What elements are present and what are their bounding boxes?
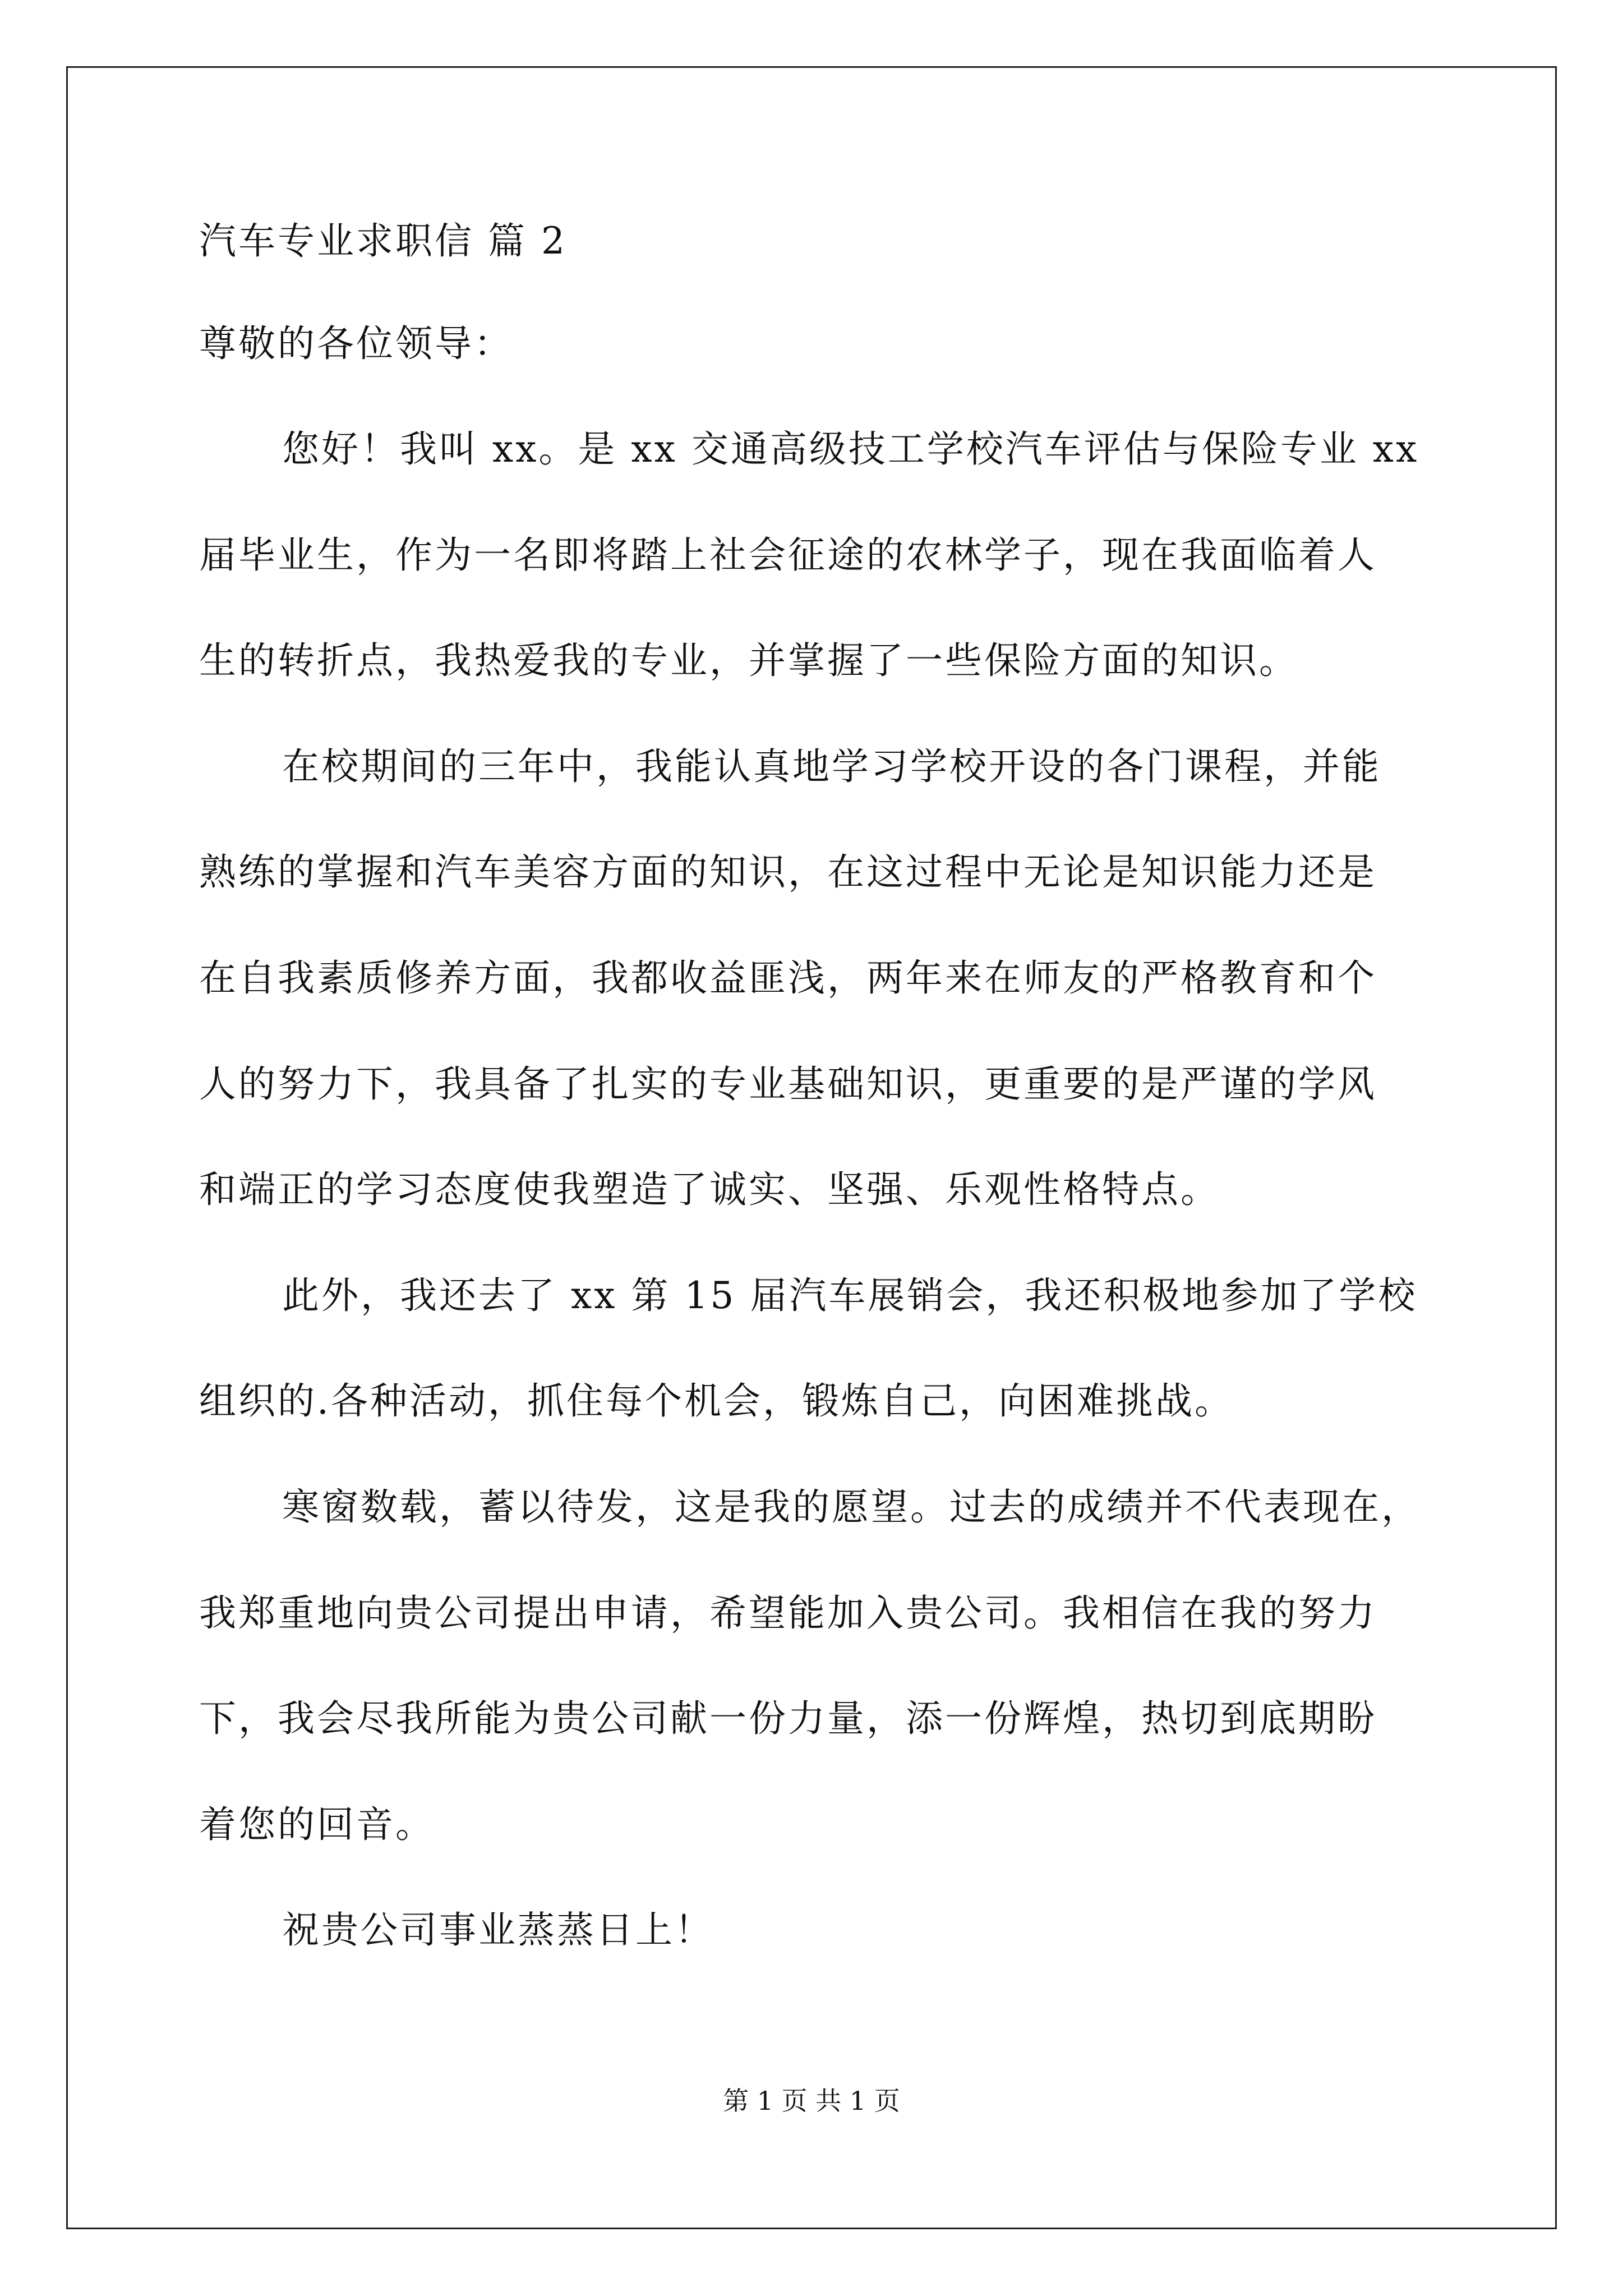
paragraph-line: 着您的回音。 bbox=[199, 1803, 435, 1846]
paragraph-line: 在校期间的三年中，我能认真地学习学校开设的各门课程，并能 bbox=[282, 745, 1381, 788]
paragraph-line: 熟练的掌握和汽车美容方面的知识，在这过程中无论是知识能力还是 bbox=[199, 850, 1377, 894]
page-number-footer: 第 1 页 共 1 页 bbox=[723, 2086, 900, 2116]
paragraph-line: 此外，我还去了 xx 第 15 届汽车展销会，我还积极地参加了学校 bbox=[282, 1274, 1418, 1317]
salutation: 尊敬的各位领导： bbox=[199, 322, 513, 365]
paragraph-line: 下，我会尽我所能为贵公司献一份力量，添一份辉煌，热切到底期盼 bbox=[199, 1697, 1377, 1740]
paragraph-line: 届毕业生，作为一名即将踏上社会征途的农林学子，现在我面临着人 bbox=[199, 533, 1377, 577]
paragraph-line: 我郑重地向贵公司提出申请，希望能加入贵公司。我相信在我的努力 bbox=[199, 1591, 1377, 1635]
paragraph-line: 寒窗数载，蓄以待发，这是我的愿望。过去的成绩并不代表现在， bbox=[282, 1485, 1421, 1529]
paragraph-line: 生的转折点，我热爱我的专业，并掌握了一些保险方面的知识。 bbox=[199, 639, 1298, 682]
paragraph-line: 人的努力下，我具备了扎实的专业基础知识，更重要的是严谨的学风 bbox=[199, 1062, 1377, 1106]
document-title: 汽车专业求职信 篇 2 bbox=[199, 219, 567, 263]
page-border bbox=[66, 66, 1557, 2229]
closing-line: 祝贵公司事业蒸蒸日上！ bbox=[282, 1908, 714, 1952]
paragraph-line: 您好！我叫 xx。是 xx 交通高级技工学校汽车评估与保险专业 xx bbox=[282, 427, 1419, 471]
paragraph-line: 在自我素质修养方面，我都收益匪浅，两年来在师友的严格教育和个 bbox=[199, 956, 1377, 1000]
paragraph-line: 和端正的学习态度使我塑造了诚实、坚强、乐观性格特点。 bbox=[199, 1168, 1220, 1211]
paragraph-line: 组织的.各种活动，抓住每个机会，锻炼自己，向困难挑战。 bbox=[199, 1379, 1234, 1423]
